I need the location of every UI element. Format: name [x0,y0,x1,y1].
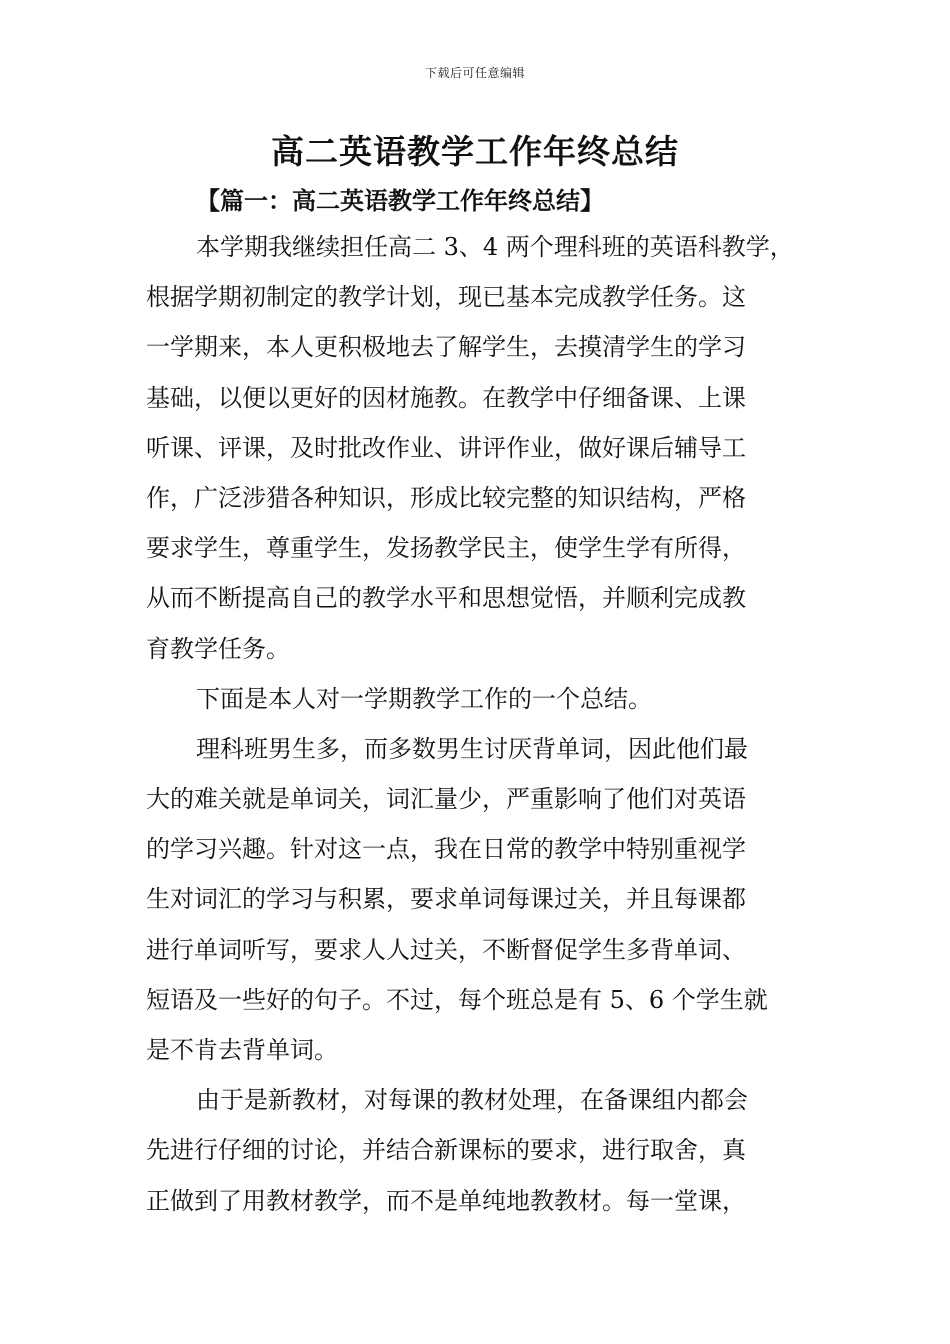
text-line: 的学习兴趣。针对这一点，我在日常的教学中特别重视学 [146,835,746,864]
paragraph-1 [146,222,836,674]
paragraph-2 [146,674,836,724]
text-line: 育教学任务。 [146,634,290,663]
text-line: 由于是新教材，对每课的教材处理，在备课组内都会 [196,1086,748,1115]
section-heading: 【篇一：高二英语教学工作年终总结】 [196,186,604,215]
text-line: 根据学期初制定的教学计划，现已基本完成教学任务。这 [146,283,746,312]
text-line: 听课、评课，及时批改作业、讲评作业，做好课后辅导工 [146,433,746,462]
paragraph-3 [146,724,836,1075]
text-line: 大的难关就是单词关，词汇量少，严重影响了他们对英语 [146,785,746,814]
text-line: 先进行仔细的讨论，并结合新课标的要求，进行取舍，真 [146,1136,746,1165]
text-line: 作，广泛涉猎各种知识，形成比较完整的知识结构，严格 [146,483,746,512]
header-note: 下载后可任意编辑 [424,66,525,80]
text-line: 本学期我继续担任高二 3、4 两个理科班的英语科教学， [196,233,794,261]
text-line: 生对词汇的学习与积累，要求单词每课过关，并且每课都 [146,885,746,914]
text-line: 正做到了用教材教学，而不是单纯地教教材。每一堂课， [146,1186,746,1215]
text-line: 基础，以便以更好的因材施教。在教学中仔细备课、上课 [146,383,746,412]
text-line: 从而不断提高自己的教学水平和思想觉悟，并顺利完成教 [146,584,746,613]
paragraph-4 [146,1075,836,1226]
text-line: 是不肯去背单词。 [146,1036,338,1064]
text-line: 进行单词听写，要求人人过关，不断督促学生多背单词、 [146,935,746,964]
text-line: 理科班男生多，而多数男生讨厌背单词，因此他们最 [196,734,748,763]
body-text [146,222,836,1226]
document-title: 高二英语教学工作年终总结 [271,132,679,171]
text-line: 下面是本人对一学期教学工作的一个总结。 [196,684,652,713]
text-line: 一学期来，本人更积极地去了解学生，去摸清学生的学习 [146,333,746,362]
text-line: 短语及一些好的句子。不过，每个班总是有 5、6 个学生就 [146,985,768,1014]
text-line: 要求学生，尊重学生，发扬教学民主，使学生学有所得， [146,534,746,563]
